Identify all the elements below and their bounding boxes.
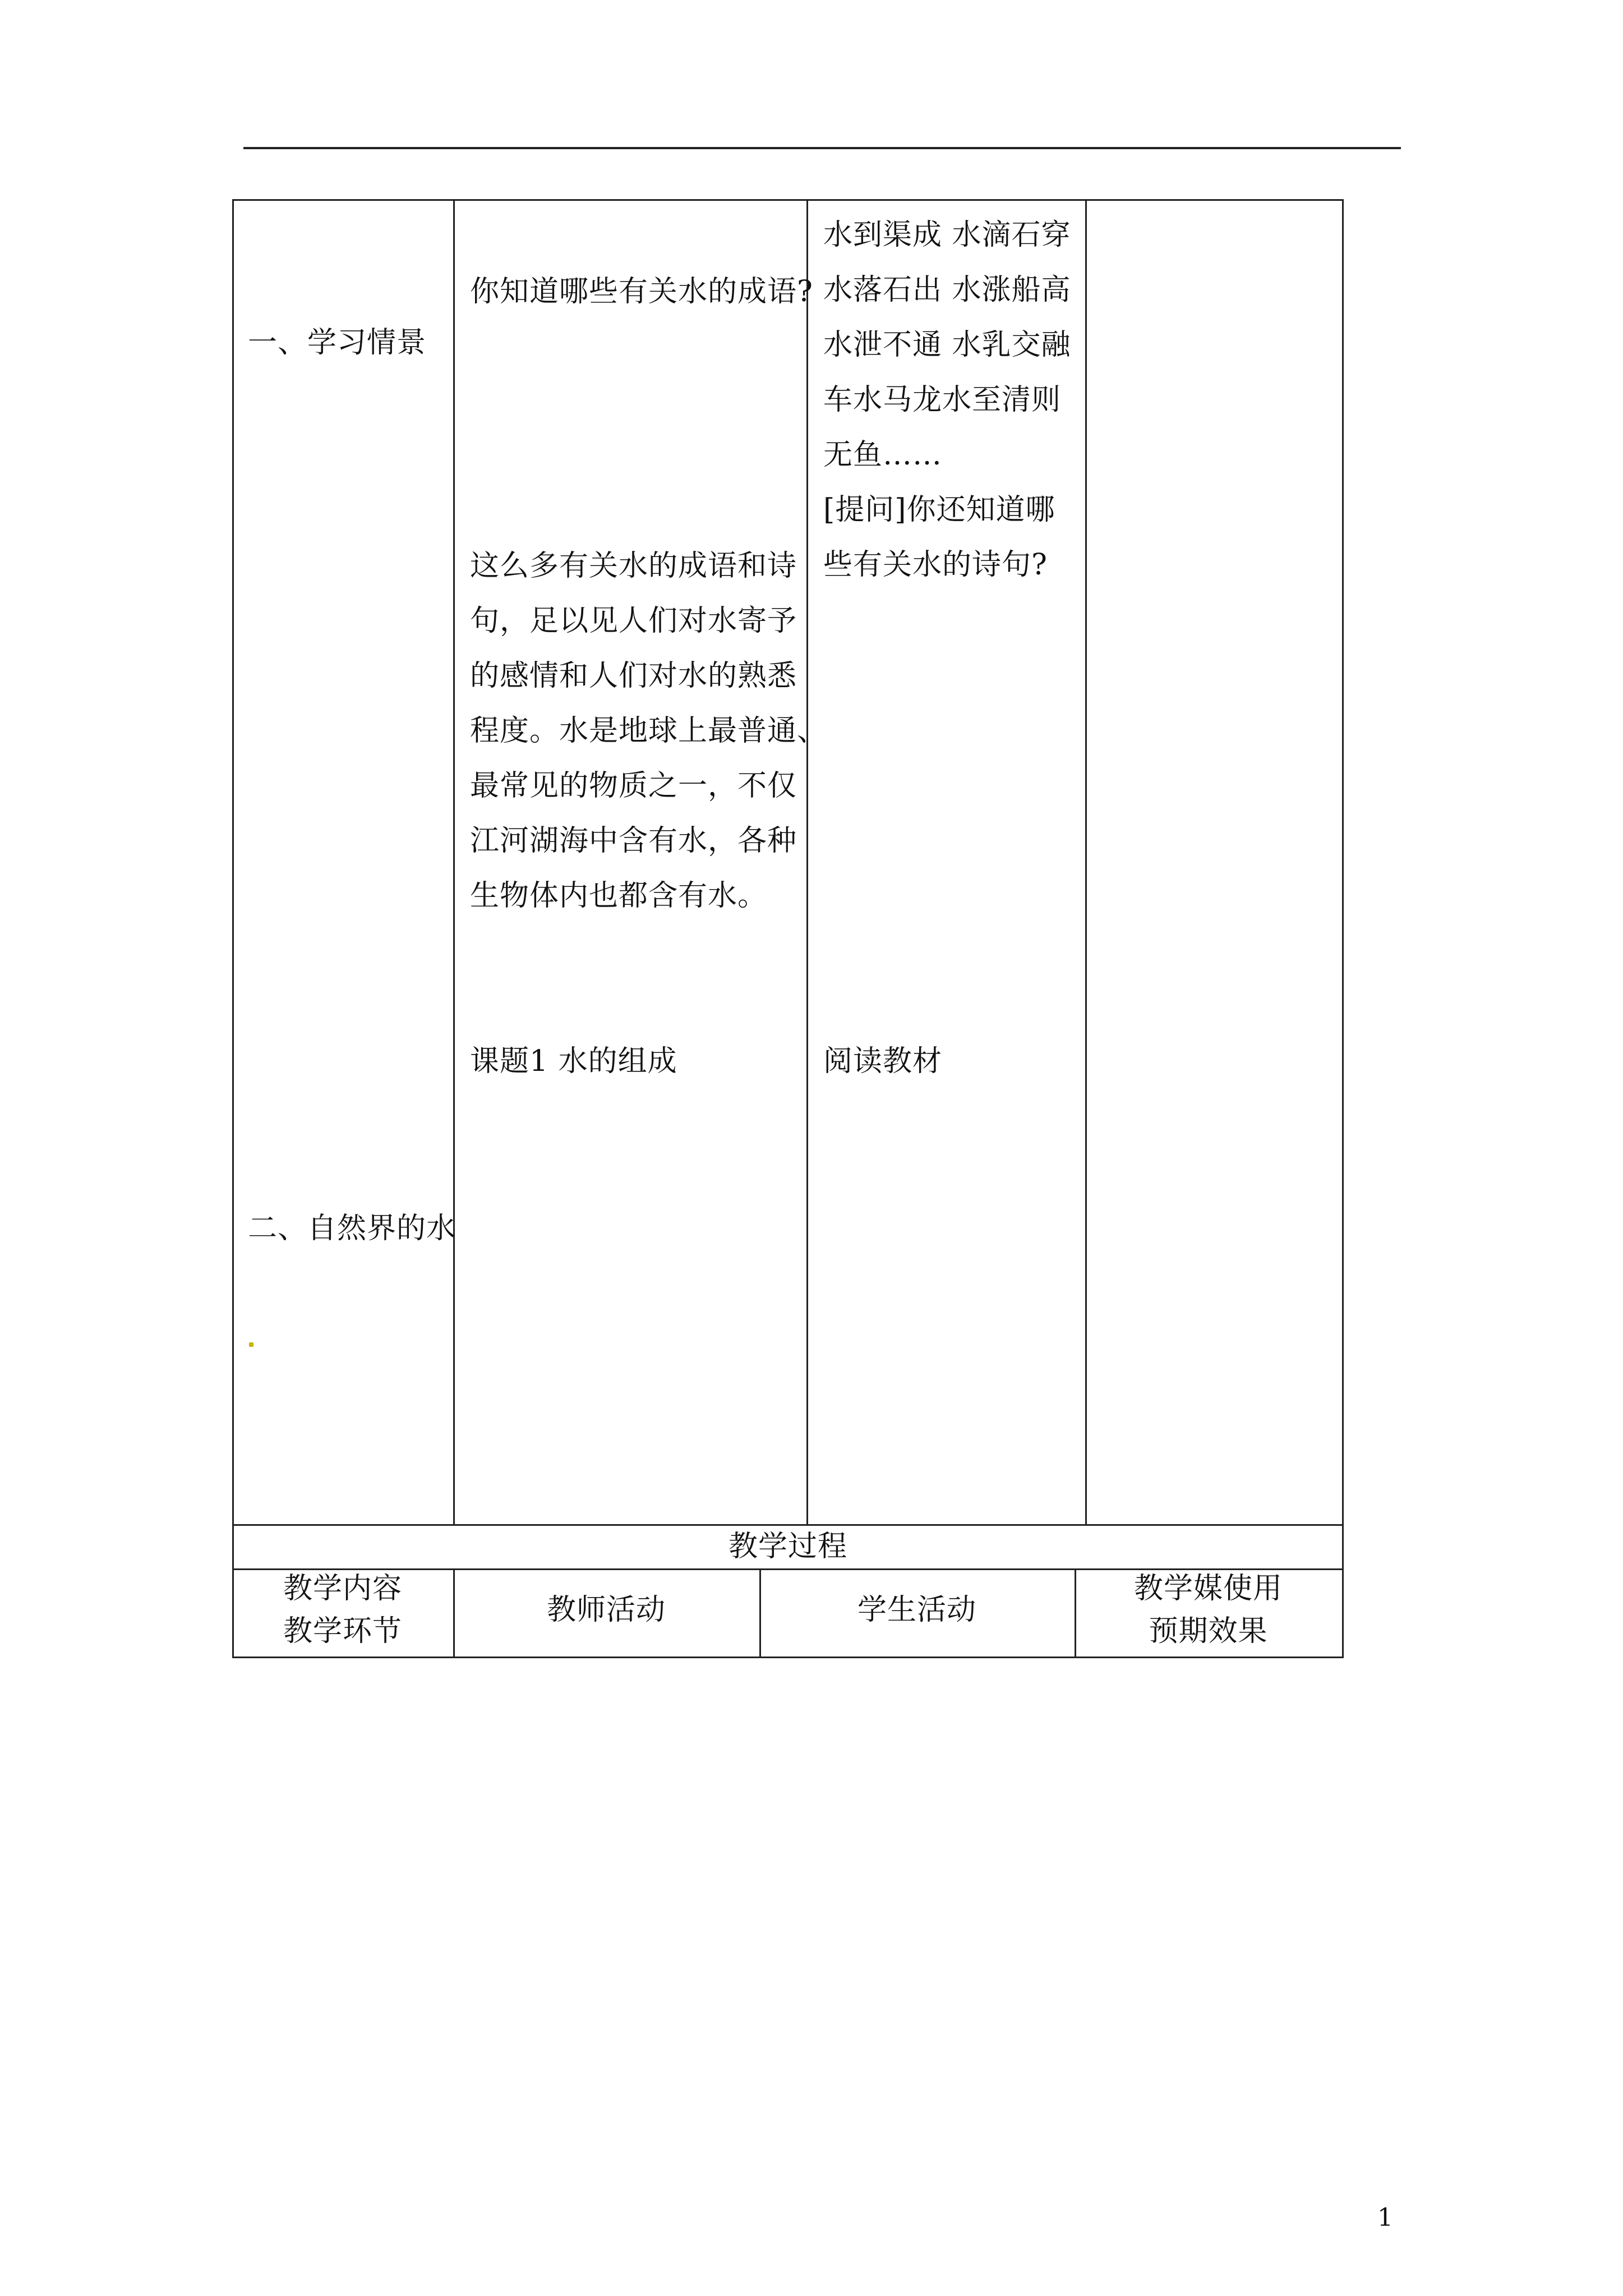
header-student-activity: 学生活动: [857, 1593, 976, 1627]
table-left-border: [232, 199, 234, 1658]
page-number: 1: [1377, 2203, 1393, 2232]
header-content-line-2: 教学环节: [283, 1614, 402, 1648]
table-top-border: [232, 199, 1344, 201]
col-divider-1: [453, 199, 455, 1525]
student-idiom-line-2: 水落石出 水涨船高: [823, 273, 1071, 307]
process-title: 教学过程: [728, 1530, 847, 1563]
col-divider-2: [806, 199, 808, 1525]
header-media-line-2: 预期效果: [1149, 1614, 1268, 1648]
header-media-line-1: 教学媒使用: [1133, 1572, 1283, 1605]
student-question-line-2: 些有关水的诗句?: [823, 548, 1048, 582]
student-read-textbook: 阅读教材: [823, 1045, 943, 1078]
student-idiom-line-4: 车水马龙水至清则: [823, 383, 1062, 417]
teacher-paragraph-line-1: 这么多有关水的成语和诗: [470, 549, 797, 583]
student-question-line-1: [提问]你还知道哪: [823, 493, 1055, 527]
student-idiom-line-5: 无鱼……: [823, 438, 943, 472]
teacher-paragraph-line-5: 最常见的物质之一，不仅: [470, 769, 797, 803]
teacher-question-idioms: 你知道哪些有关水的成语?: [470, 275, 813, 309]
stray-mark: [249, 1342, 253, 1347]
student-idiom-line-3: 水泄不通 水乳交融: [823, 328, 1071, 362]
teacher-lesson-title: 课题1 水的组成: [470, 1045, 677, 1078]
table-right-border: [1342, 199, 1344, 1658]
section-label-natural-water: 二、自然界的水: [248, 1212, 457, 1245]
section-label-learning-context: 一、学习情景: [248, 326, 427, 360]
header-content-line-1: 教学内容: [283, 1572, 402, 1605]
student-idiom-line-1: 水到渠成 水滴石穿: [823, 218, 1071, 252]
header-teacher-activity: 教师活动: [546, 1593, 666, 1627]
teacher-paragraph-line-6: 江河湖海中含有水，各种: [470, 824, 797, 858]
teacher-paragraph-line-7: 生物体内也都含有水。: [470, 879, 768, 913]
teacher-paragraph-line-4: 程度。水是地球上最普通、: [470, 714, 827, 748]
col-divider-3: [1085, 199, 1087, 1525]
teacher-paragraph-line-3: 的感情和人们对水的熟悉: [470, 659, 797, 693]
table-bottom-border: [232, 1657, 1344, 1658]
header-rule: [243, 147, 1401, 149]
teacher-paragraph-line-2: 句，足以见人们对水寄予: [470, 604, 797, 638]
